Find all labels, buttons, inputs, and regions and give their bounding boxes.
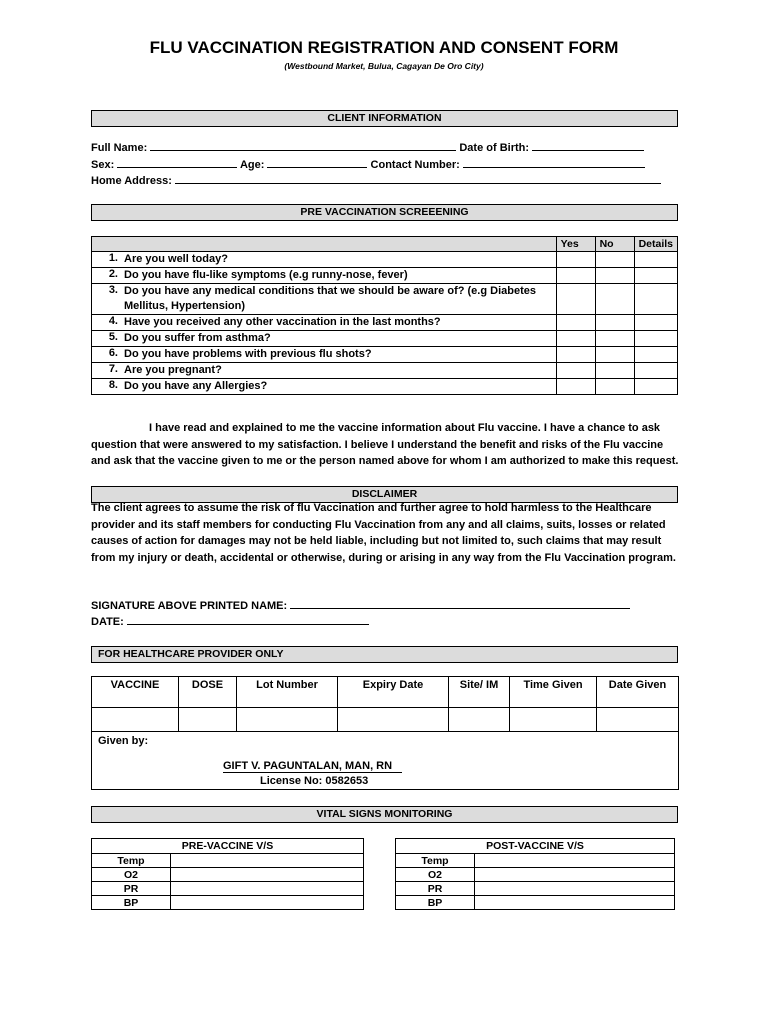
time-given-cell[interactable] xyxy=(510,708,597,732)
given-by-label: Given by: xyxy=(98,735,149,747)
no-cell[interactable] xyxy=(595,315,634,331)
pre-vaccine-header-row xyxy=(92,839,364,854)
client-info-heading: CLIENT INFORMATION xyxy=(91,110,678,127)
question-number: 3. xyxy=(92,284,121,315)
vital-label: Temp xyxy=(396,854,475,868)
dob-label: Date of Birth: xyxy=(459,142,530,154)
post-vaccine-table xyxy=(395,838,675,910)
disclaimer-heading: DISCLAIMER xyxy=(91,486,678,503)
vital-label: O2 xyxy=(396,868,475,882)
details-cell[interactable] xyxy=(634,331,677,347)
full-name-field[interactable] xyxy=(150,140,456,151)
details-cell[interactable] xyxy=(634,347,677,363)
lot-number-cell[interactable] xyxy=(237,708,338,732)
given-by-row xyxy=(92,732,679,790)
signature-label: SIGNATURE ABOVE PRINTED NAME: xyxy=(91,600,288,612)
vital-row xyxy=(92,854,364,868)
pre-vaccine-table xyxy=(91,838,364,910)
vitals-heading: VITAL SIGNS MONITORING xyxy=(91,806,678,823)
address-field[interactable] xyxy=(175,173,661,184)
question-row xyxy=(92,315,678,331)
col-yes: Yes xyxy=(556,237,595,252)
vital-row xyxy=(92,882,364,896)
consent-paragraph: I have read and explained to me the vaccine information about Flu vaccine. I have a chance to ask question that were answered to my satisfaction. I believe I understand the benefit and risks of the Flu vaccine and ask that the vaccine given to me or the person named above for whom I am authorized to make this request. xyxy=(91,422,679,467)
question-text: Are you pregnant? xyxy=(120,363,556,379)
signature-row xyxy=(91,598,630,612)
question-number: 1. xyxy=(92,252,121,268)
yes-cell[interactable] xyxy=(556,379,595,395)
vital-row xyxy=(396,854,675,868)
vital-label: PR xyxy=(92,882,171,896)
address-row xyxy=(91,173,661,187)
no-cell[interactable] xyxy=(595,379,634,395)
question-text: Have you received any other vaccination in the last months? xyxy=(120,315,556,331)
question-number: 7. xyxy=(92,363,121,379)
no-cell[interactable] xyxy=(595,331,634,347)
sex-label: Sex: xyxy=(91,159,115,171)
date-row xyxy=(91,614,369,628)
sex-age-contact-row xyxy=(91,157,645,171)
col-vaccine: VACCINE xyxy=(92,677,179,708)
pre-vaccine-heading: PRE-VACCINE V/S xyxy=(92,839,364,854)
question-text: Do you have any Allergies? xyxy=(120,379,556,395)
provider-entry-row xyxy=(92,708,679,732)
date-given-cell[interactable] xyxy=(597,708,679,732)
question-text: Do you have flu-like symptoms (e.g runny-nose, fever) xyxy=(120,268,556,284)
full-name-label: Full Name: xyxy=(91,142,148,154)
vital-row xyxy=(92,896,364,910)
vital-value[interactable] xyxy=(475,868,675,882)
question-text: Do you have problems with previous flu shots? xyxy=(120,347,556,363)
question-row xyxy=(92,379,678,395)
vital-value[interactable] xyxy=(475,854,675,868)
form-title: FLU VACCINATION REGISTRATION AND CONSENT FORM xyxy=(149,38,619,57)
yes-cell[interactable] xyxy=(556,315,595,331)
provider-heading: FOR HEALTHCARE PROVIDER ONLY xyxy=(91,646,678,663)
question-number: 4. xyxy=(92,315,121,331)
signature-field[interactable] xyxy=(290,598,630,609)
screening-header-row xyxy=(92,237,678,252)
dob-field[interactable] xyxy=(532,140,644,151)
col-lot-number: Lot Number xyxy=(237,677,338,708)
question-number: 5. xyxy=(92,331,121,347)
no-cell[interactable] xyxy=(595,284,634,315)
address-label: Home Address: xyxy=(91,175,172,187)
age-label: Age: xyxy=(239,159,265,171)
no-cell[interactable] xyxy=(595,363,634,379)
col-details: Details xyxy=(634,237,677,252)
yes-cell[interactable] xyxy=(556,363,595,379)
question-text: Do you have any medical conditions that we should be aware of? (e.g Diabetes Mellitus, Hypertension) xyxy=(120,284,556,315)
provider-license: License No: 0582653 xyxy=(260,775,369,787)
post-vaccine-header-row xyxy=(396,839,675,854)
details-cell[interactable] xyxy=(634,363,677,379)
vital-value[interactable] xyxy=(475,896,675,910)
yes-cell[interactable] xyxy=(556,347,595,363)
yes-cell[interactable] xyxy=(556,268,595,284)
question-text: Do you suffer from asthma? xyxy=(120,331,556,347)
date-field[interactable] xyxy=(127,614,369,625)
vital-label: O2 xyxy=(92,868,171,882)
vital-row xyxy=(92,868,364,882)
question-row xyxy=(92,268,678,284)
vital-value[interactable] xyxy=(171,882,364,896)
col-site: Site/ IM xyxy=(449,677,510,708)
question-text: Are you well today? xyxy=(120,252,556,268)
question-row xyxy=(92,252,678,268)
vaccine-cell[interactable] xyxy=(92,708,179,732)
disclaimer-text: The client agrees to assume the risk of flu Vaccination and further agree to hold harmless to the Healthcare provider and its staff members for conducting Flu Vaccination from any and all claims, suits, losses or related causes of action for damages may not be held liable, including but not limited to, such claims that may result from my injury or death, accidental or otherwise, during or arising in any way from the Flu Vaccination program. xyxy=(91,502,676,564)
vital-value[interactable] xyxy=(475,882,675,896)
vital-label: BP xyxy=(92,896,171,910)
vital-value[interactable] xyxy=(171,896,364,910)
vital-row xyxy=(396,882,675,896)
vital-label: PR xyxy=(396,882,475,896)
col-time-given: Time Given xyxy=(510,677,597,708)
details-cell[interactable] xyxy=(634,379,677,395)
sex-field[interactable] xyxy=(117,157,237,168)
post-vaccine-heading: POST-VACCINE V/S xyxy=(396,839,675,854)
no-cell[interactable] xyxy=(595,252,634,268)
provider-table xyxy=(91,676,679,790)
screening-heading: PRE VACCINATION SCREEENING xyxy=(91,204,678,221)
col-expiry-date: Expiry Date xyxy=(338,677,449,708)
details-cell[interactable] xyxy=(634,284,677,315)
question-number: 2. xyxy=(92,268,121,284)
details-cell[interactable] xyxy=(634,268,677,284)
col-dose: DOSE xyxy=(179,677,237,708)
vital-value[interactable] xyxy=(171,854,364,868)
details-cell[interactable] xyxy=(634,252,677,268)
contact-field[interactable] xyxy=(463,157,645,168)
screening-table xyxy=(91,236,678,395)
age-field[interactable] xyxy=(267,157,367,168)
col-date-given: Date Given xyxy=(597,677,679,708)
dose-cell[interactable] xyxy=(179,708,237,732)
question-row xyxy=(92,347,678,363)
yes-cell[interactable] xyxy=(556,252,595,268)
provider-header-row xyxy=(92,677,679,708)
no-cell[interactable] xyxy=(595,268,634,284)
full-name-row xyxy=(91,140,644,154)
question-row xyxy=(92,284,678,315)
yes-cell[interactable] xyxy=(556,331,595,347)
form-subtitle: (Westbound Market, Bulua, Cagayan De Oro City) xyxy=(284,61,484,71)
vital-value[interactable] xyxy=(171,868,364,882)
contact-label: Contact Number: xyxy=(370,159,460,171)
given-by-cell xyxy=(92,732,679,790)
date-label: DATE: xyxy=(91,616,124,628)
provider-name: GIFT V. PAGUNTALAN, MAN, RN xyxy=(223,760,402,773)
expiry-date-cell[interactable] xyxy=(338,708,449,732)
vital-row xyxy=(396,896,675,910)
vital-row xyxy=(396,868,675,882)
yes-cell[interactable] xyxy=(556,284,595,315)
question-row xyxy=(92,363,678,379)
vital-label: Temp xyxy=(92,854,171,868)
details-cell[interactable] xyxy=(634,315,677,331)
question-number: 8. xyxy=(92,379,121,395)
question-number: 6. xyxy=(92,347,121,363)
site-cell[interactable] xyxy=(449,708,510,732)
question-row xyxy=(92,331,678,347)
vital-label: BP xyxy=(396,896,475,910)
col-no: No xyxy=(595,237,634,252)
no-cell[interactable] xyxy=(595,347,634,363)
